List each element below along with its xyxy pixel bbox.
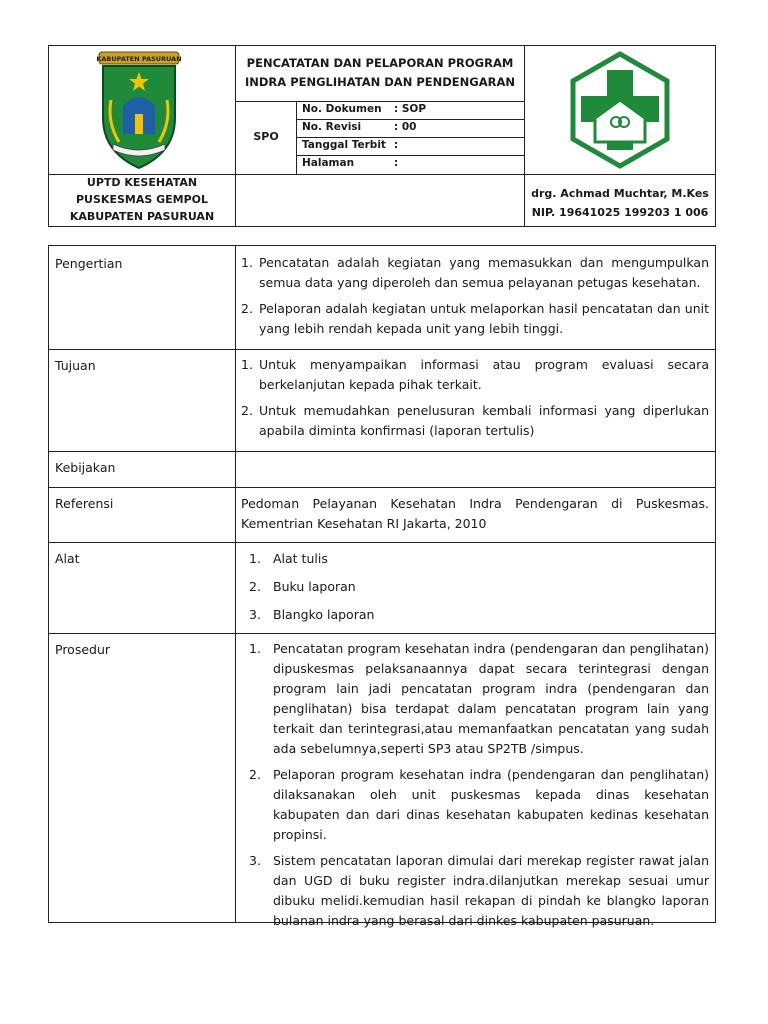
item-text: Buku laporan (273, 579, 356, 594)
item-text: Blangko laporan (273, 607, 375, 622)
meta-tanggal-terbit (302, 139, 398, 151)
label-alat: Alat (55, 551, 80, 566)
meta-value: : (394, 157, 399, 169)
meta-key: No. Dokumen (302, 103, 382, 115)
meta-no-dokumen (302, 103, 426, 115)
pengertian-content (241, 253, 709, 345)
item-text: Untuk memudahkan penelusuran kembali informasi yang diperlukan apabila diminta konfirmasi (laporan tertulis) (259, 403, 709, 438)
list-item: 2. Untuk memudahkan penelusuran kembali informasi yang diperlukan apabila diminta konfirmasi (laporan tertulis) (241, 403, 709, 438)
list-item: 3. Blangko laporan (249, 607, 375, 622)
label-pengertian: Pengertian (55, 256, 123, 271)
title-line-1: PENCATATAN DAN PELAPORAN PROGRAM (246, 56, 514, 70)
meta-value: : 00 (394, 121, 417, 133)
header-table (48, 45, 716, 227)
spo-label: SPO (253, 130, 279, 143)
meta-key: No. Revisi (302, 121, 362, 133)
organization-name (49, 174, 235, 225)
list-item: 2. Pelaporan adalah kegiatan untuk melaporkan hasil pencatatan dan unit yang lebih rendah kepada unit yang lebih tinggi. (241, 301, 709, 336)
label-prosedur: Prosedur (55, 642, 111, 657)
meta-value: : SOP (394, 103, 427, 115)
title-line-2: INDRA PENGLIHATAN DAN PENDENGARAN (244, 75, 515, 89)
meta-value: : (394, 139, 399, 151)
item-text: Pelaporan adalah kegiatan untuk melaporkan hasil pencatatan dan unit yang lebih rendah kepada unit yang lebih tinggi. (259, 301, 709, 336)
tujuan-content (241, 355, 709, 447)
org-line-3: KABUPATEN PASURUAN (69, 210, 215, 223)
label-kebijakan: Kebijakan (55, 460, 116, 475)
signatory (524, 184, 716, 222)
document-title (236, 54, 524, 92)
meta-key: Halaman (302, 157, 355, 169)
signer-nip: NIP. 19641025 199203 1 006 (531, 206, 709, 219)
list-item: 1. Untuk menyampaikan informasi atau program evaluasi secara berkelanjutan kepada pihak terkait. (241, 357, 709, 392)
puskesmas-logo (567, 50, 673, 170)
org-line-1: UPTD KESEHATAN (86, 176, 198, 189)
sop-body-table (48, 245, 716, 928)
item-text: Pencatatan adalah kegiatan yang memasukkan dan mengumpulkan semua data yang diperoleh dan semua pelayanan petugas kesehatan. (259, 255, 709, 290)
label-tujuan: Tujuan (55, 358, 96, 373)
item-text: Pencatatan program kesehatan indra (pendengaran dan penglihatan) dipuskesmas pelaksanaannya dapat secara terintegrasi dengan program lain jadi pencatatan program indra (pendengaran dan penglihatan) bisa terdapat dalam pencatatan program lain yang terkait dan terintegrasi,atau memanfaatkan pencatatan yang sudah ada sebelumnya,seperti SP3 atau SP2TB /simpus. (273, 641, 709, 756)
list-item: 1. Pencatatan adalah kegiatan yang memasukkan dan mengumpulkan semua data yang diperoleh dan semua pelayanan petugas kesehatan. (241, 255, 709, 290)
list-item: 2. Buku laporan (249, 579, 356, 594)
kabupaten-pasuruan-logo (85, 48, 193, 172)
list-item: 3. Sistem pencatatan laporan dimulai dari merekap register rawat jalan dan UGD di buku register indra.dilanjutkan merekap sesuai umur dibuku melidi.kemudian hasil rekapan di pindah ke blangko laporan bulanan indra yang berasal dari dinkes kabupaten pasuruan. (249, 853, 709, 928)
list-item: 1. Alat tulis (249, 551, 328, 566)
label-referensi: Referensi (55, 496, 114, 511)
meta-no-revisi (302, 121, 416, 133)
alat-content (241, 549, 709, 633)
item-text: Pelaporan program kesehatan indra (pendengaran dan penglihatan) dilaksanakan oleh unit puskesmas kepada dinas kesehatan kabupaten dan dari dinas kesehatan kabupaten kedinas kesehatan propinsi. (273, 767, 709, 842)
list-item: 2. Pelaporan program kesehatan indra (pendengaran dan penglihatan) dilaksanakan oleh unit puskesmas kepada dinas kesehatan kabupaten dan dari dinas kesehatan kabupaten kedinas kesehatan propinsi. (249, 767, 709, 842)
item-text: Sistem pencatatan laporan dimulai dari merekap register rawat jalan dan UGD di buku register indra.dilanjutkan merekap sesuai umur dibuku melidi.kemudian hasil rekapan di pindah ke blangko laporan bulanan indra yang berasal dari dinkes kabupaten pasuruan. (273, 853, 709, 928)
org-line-2: PUSKESMAS GEMPOL (76, 193, 208, 206)
list-item: 1. Pencatatan program kesehatan indra (pendengaran dan penglihatan) dipuskesmas pelaksanaannya dapat secara terintegrasi dengan program lain jadi pencatatan program indra (pendengaran dan penglihatan) bisa terdapat dalam pencatatan program lain yang terkait dan terintegrasi,atau memanfaatkan pencatatan yang sudah ada sebelumnya,seperti SP3 atau SP2TB /simpus. (249, 641, 709, 756)
meta-halaman (302, 157, 398, 169)
logo-banner-text: KABUPATEN PASURUAN (96, 55, 182, 63)
item-text: Untuk menyampaikan informasi atau program evaluasi secara berkelanjutan kepada pihak terkait. (259, 357, 709, 392)
signer-name: drg. Achmad Muchtar, M.Kes (531, 187, 709, 200)
referensi-content: Pedoman Pelayanan Kesehatan Indra Pendengaran di Puskesmas. Kementrian Kesehatan RI Jakarta, 2010 (241, 496, 709, 531)
meta-key: Tanggal Terbit (302, 139, 386, 151)
prosedur-content (241, 639, 709, 937)
item-text: Alat tulis (273, 551, 328, 566)
